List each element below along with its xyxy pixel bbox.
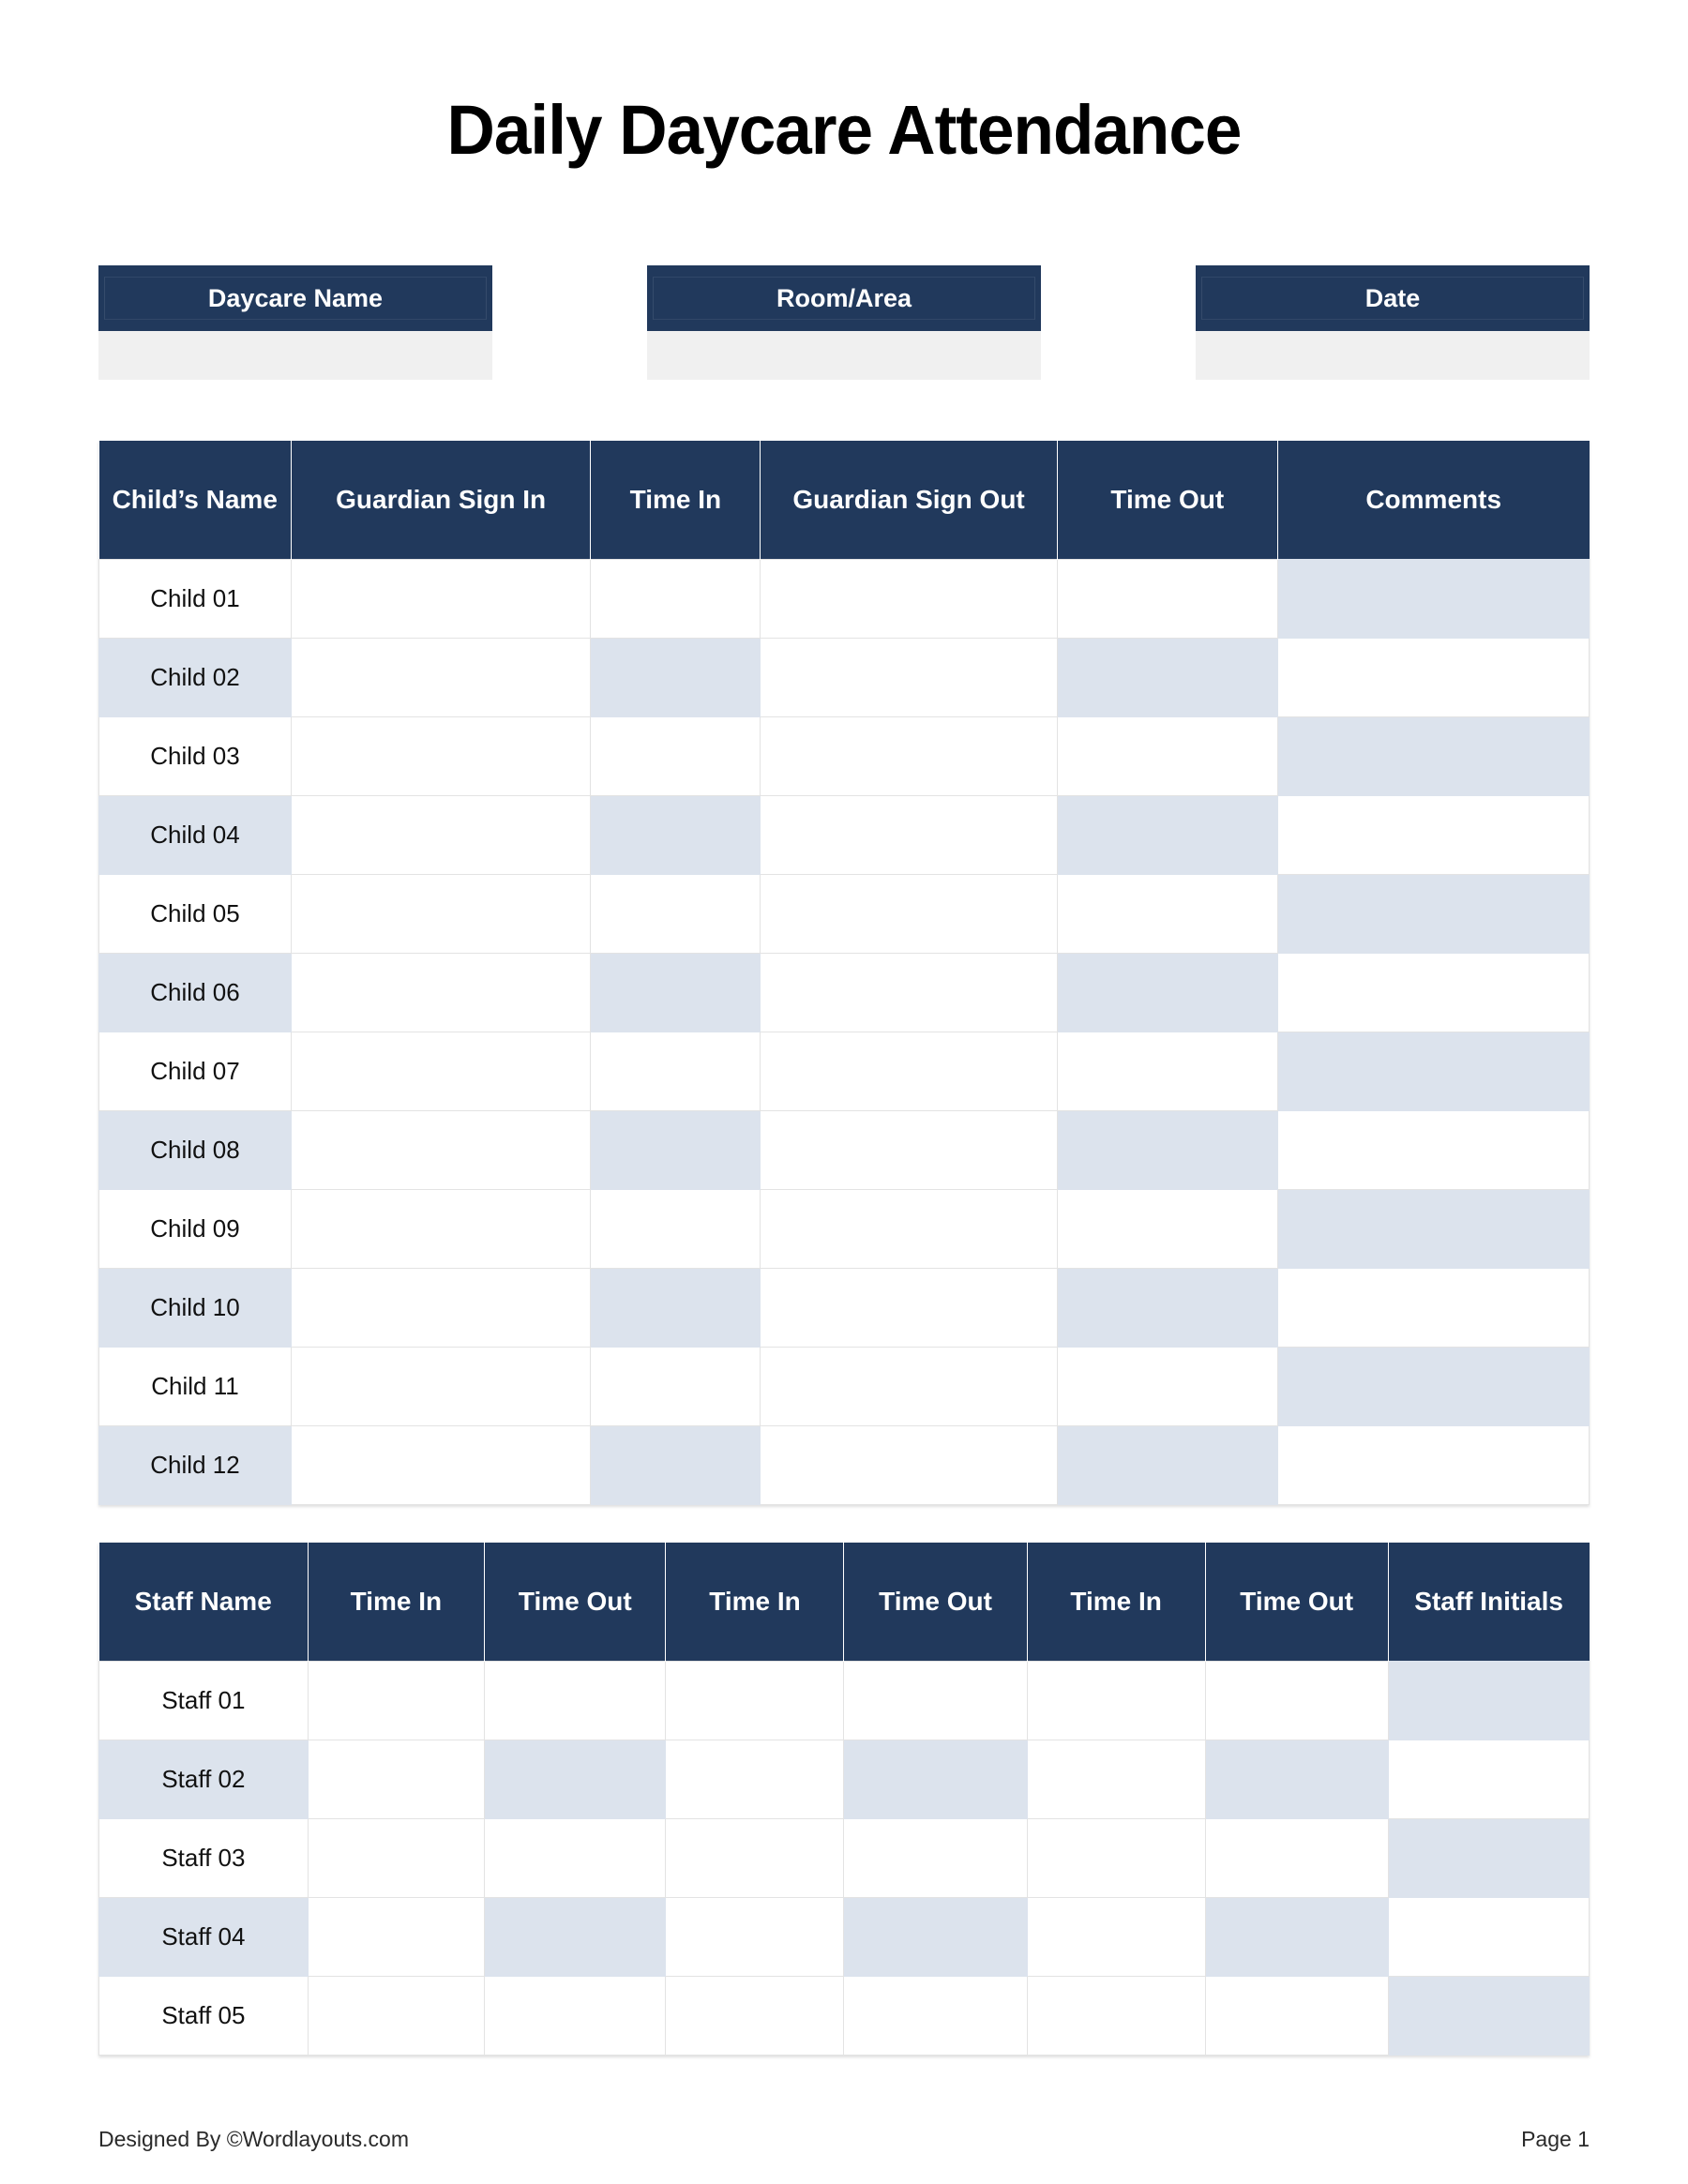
table-row	[99, 639, 1590, 717]
entry-cell[interactable]	[308, 1740, 484, 1819]
entry-cell[interactable]	[1057, 1426, 1277, 1505]
entry-cell[interactable]	[1277, 1032, 1589, 1111]
row-label-cell: Child 08	[99, 1111, 292, 1190]
entry-cell[interactable]	[1205, 1977, 1388, 2056]
entry-cell[interactable]	[591, 560, 761, 639]
entry-cell[interactable]	[761, 1032, 1057, 1111]
row-label-cell: Child 10	[99, 1269, 292, 1348]
entry-cell[interactable]	[844, 1740, 1027, 1819]
entry-cell[interactable]	[591, 1348, 761, 1426]
entry-cell[interactable]	[1057, 796, 1277, 875]
info-field-room-area-label: Room/Area	[647, 265, 1041, 331]
row-label-cell: Child 01	[99, 560, 292, 639]
page-title: Daily Daycare Attendance	[446, 91, 1242, 169]
footer-credit: Designed By ©Wordlayouts.com	[98, 2127, 409, 2151]
entry-cell[interactable]	[485, 1740, 666, 1819]
entry-cell[interactable]	[591, 1032, 761, 1111]
entry-cell[interactable]	[844, 1898, 1027, 1977]
entry-cell[interactable]	[1205, 1819, 1388, 1898]
entry-cell[interactable]	[1277, 1348, 1589, 1426]
column-header-staff-initials-7: Staff Initials	[1388, 1543, 1589, 1662]
entry-cell[interactable]	[291, 875, 590, 954]
entry-cell[interactable]	[1277, 717, 1589, 796]
entry-cell[interactable]	[666, 1977, 844, 2056]
staff-table-header-row	[99, 1543, 1590, 1662]
entry-cell[interactable]	[1205, 1740, 1388, 1819]
entry-cell[interactable]	[1388, 1977, 1589, 2056]
entry-cell[interactable]	[1277, 1111, 1589, 1190]
entry-cell[interactable]	[761, 717, 1057, 796]
table-row	[99, 1819, 1590, 1898]
entry-cell[interactable]	[591, 717, 761, 796]
staff-table-body	[99, 1662, 1590, 2056]
entry-cell[interactable]	[591, 796, 761, 875]
column-header-time-in-5: Time In	[1027, 1543, 1205, 1662]
entry-cell[interactable]	[666, 1662, 844, 1740]
entry-cell[interactable]	[308, 1819, 484, 1898]
entry-cell[interactable]	[291, 796, 590, 875]
entry-cell[interactable]	[761, 560, 1057, 639]
children-attendance-table	[98, 441, 1590, 1505]
row-label-cell: Staff 01	[99, 1662, 309, 1740]
entry-cell[interactable]	[666, 1740, 844, 1819]
info-field-room-area-input[interactable]	[647, 331, 1041, 380]
entry-cell[interactable]	[1205, 1662, 1388, 1740]
info-field-daycare-name	[98, 265, 492, 380]
table-row	[99, 1977, 1590, 2056]
entry-cell[interactable]	[308, 1662, 484, 1740]
entry-cell[interactable]	[591, 1269, 761, 1348]
entry-cell[interactable]	[1277, 875, 1589, 954]
row-label-cell: Child 11	[99, 1348, 292, 1426]
entry-cell[interactable]	[291, 717, 590, 796]
entry-cell[interactable]	[291, 560, 590, 639]
children-table-body	[99, 560, 1590, 1505]
entry-cell[interactable]	[761, 1111, 1057, 1190]
table-row	[99, 1740, 1590, 1819]
entry-cell[interactable]	[1027, 1898, 1205, 1977]
table-row	[99, 1111, 1590, 1190]
entry-cell[interactable]	[1057, 954, 1277, 1032]
entry-cell[interactable]	[761, 1348, 1057, 1426]
entry-cell[interactable]	[1057, 1190, 1277, 1269]
column-header-time-out-4: Time Out	[844, 1543, 1027, 1662]
entry-cell[interactable]	[844, 1662, 1027, 1740]
entry-cell[interactable]	[1027, 1977, 1205, 2056]
table-row	[99, 560, 1590, 639]
table-row	[99, 1348, 1590, 1426]
entry-cell[interactable]	[1057, 1032, 1277, 1111]
row-label-cell: Child 06	[99, 954, 292, 1032]
entry-cell[interactable]	[1027, 1740, 1205, 1819]
entry-cell[interactable]	[761, 796, 1057, 875]
entry-cell[interactable]	[666, 1898, 844, 1977]
info-fields-row	[98, 265, 1590, 397]
column-header-time-in-3: Time In	[666, 1543, 844, 1662]
entry-cell[interactable]	[666, 1819, 844, 1898]
entry-cell[interactable]	[1205, 1898, 1388, 1977]
column-header-staff-name-0: Staff Name	[99, 1543, 309, 1662]
children-table-header-row	[99, 441, 1590, 560]
column-header-time-out-6: Time Out	[1205, 1543, 1388, 1662]
entry-cell[interactable]	[761, 1190, 1057, 1269]
entry-cell[interactable]	[761, 875, 1057, 954]
entry-cell[interactable]	[308, 1898, 484, 1977]
table-row	[99, 875, 1590, 954]
entry-cell[interactable]	[1057, 560, 1277, 639]
footer-page-number: Page 1	[1521, 2127, 1590, 2151]
entry-cell[interactable]	[761, 1426, 1057, 1505]
row-label-cell: Child 03	[99, 717, 292, 796]
column-header-time-out-2: Time Out	[485, 1543, 666, 1662]
entry-cell[interactable]	[291, 1426, 590, 1505]
entry-cell[interactable]	[1388, 1662, 1589, 1740]
entry-cell[interactable]	[591, 954, 761, 1032]
entry-cell[interactable]	[1057, 1111, 1277, 1190]
entry-cell[interactable]	[291, 954, 590, 1032]
entry-cell[interactable]	[291, 639, 590, 717]
entry-cell[interactable]	[761, 639, 1057, 717]
entry-cell[interactable]	[291, 1190, 590, 1269]
table-row	[99, 1269, 1590, 1348]
entry-cell[interactable]	[308, 1977, 484, 2056]
entry-cell[interactable]	[761, 954, 1057, 1032]
entry-cell[interactable]	[485, 1662, 666, 1740]
info-field-room-area	[647, 265, 1041, 380]
entry-cell[interactable]	[1057, 639, 1277, 717]
row-label-cell: Staff 03	[99, 1819, 309, 1898]
entry-cell[interactable]	[1277, 1190, 1589, 1269]
entry-cell[interactable]	[291, 1269, 590, 1348]
row-label-cell: Child 05	[99, 875, 292, 954]
entry-cell[interactable]	[291, 1032, 590, 1111]
row-label-cell: Staff 02	[99, 1740, 309, 1819]
column-header-guardian-sign-out-3: Guardian Sign Out	[761, 441, 1057, 560]
entry-cell[interactable]	[1057, 875, 1277, 954]
column-header-time-in-2: Time In	[591, 441, 761, 560]
entry-cell[interactable]	[1277, 560, 1589, 639]
info-field-daycare-name-input[interactable]	[98, 331, 492, 380]
table-row	[99, 1190, 1590, 1269]
entry-cell[interactable]	[1057, 1348, 1277, 1426]
row-label-cell: Child 12	[99, 1426, 292, 1505]
entry-cell[interactable]	[1388, 1898, 1589, 1977]
table-row	[99, 1662, 1590, 1740]
table-row	[99, 1426, 1590, 1505]
info-field-date	[1196, 265, 1590, 380]
row-label-cell: Child 04	[99, 796, 292, 875]
row-label-cell: Child 09	[99, 1190, 292, 1269]
entry-cell[interactable]	[485, 1977, 666, 2056]
entry-cell[interactable]	[591, 639, 761, 717]
entry-cell[interactable]	[1057, 717, 1277, 796]
entry-cell[interactable]	[1388, 1819, 1589, 1898]
entry-cell[interactable]	[291, 1111, 590, 1190]
info-field-date-label: Date	[1196, 265, 1590, 331]
column-header-time-in-1: Time In	[308, 1543, 484, 1662]
entry-cell[interactable]	[1388, 1740, 1589, 1819]
table-row	[99, 954, 1590, 1032]
table-row	[99, 796, 1590, 875]
entry-cell[interactable]	[485, 1898, 666, 1977]
table-row	[99, 1898, 1590, 1977]
entry-cell[interactable]	[1027, 1819, 1205, 1898]
entry-cell[interactable]	[1277, 1269, 1589, 1348]
entry-cell[interactable]	[591, 1426, 761, 1505]
table-row	[99, 717, 1590, 796]
entry-cell[interactable]	[1277, 954, 1589, 1032]
entry-cell[interactable]	[591, 1190, 761, 1269]
column-header-comments-5: Comments	[1277, 441, 1589, 560]
entry-cell[interactable]	[591, 1111, 761, 1190]
entry-cell[interactable]	[761, 1269, 1057, 1348]
entry-cell[interactable]	[844, 1819, 1027, 1898]
entry-cell[interactable]	[291, 1348, 590, 1426]
entry-cell[interactable]	[1277, 1426, 1589, 1505]
info-field-date-input[interactable]	[1196, 331, 1590, 380]
table-row	[99, 1032, 1590, 1111]
column-header-guardian-sign-in-1: Guardian Sign In	[291, 441, 590, 560]
row-label-cell: Child 07	[99, 1032, 292, 1111]
entry-cell[interactable]	[1057, 1269, 1277, 1348]
entry-cell[interactable]	[1277, 639, 1589, 717]
page-footer	[98, 2127, 1590, 2164]
column-header-child-s-name-0: Child’s Name	[99, 441, 292, 560]
staff-attendance-table	[98, 1543, 1590, 2056]
row-label-cell: Child 02	[99, 639, 292, 717]
entry-cell[interactable]	[591, 875, 761, 954]
column-header-time-out-4: Time Out	[1057, 441, 1277, 560]
info-field-daycare-name-label: Daycare Name	[98, 265, 492, 331]
entry-cell[interactable]	[844, 1977, 1027, 2056]
row-label-cell: Staff 04	[99, 1898, 309, 1977]
entry-cell[interactable]	[1027, 1662, 1205, 1740]
entry-cell[interactable]	[485, 1819, 666, 1898]
entry-cell[interactable]	[1277, 796, 1589, 875]
row-label-cell: Staff 05	[99, 1977, 309, 2056]
